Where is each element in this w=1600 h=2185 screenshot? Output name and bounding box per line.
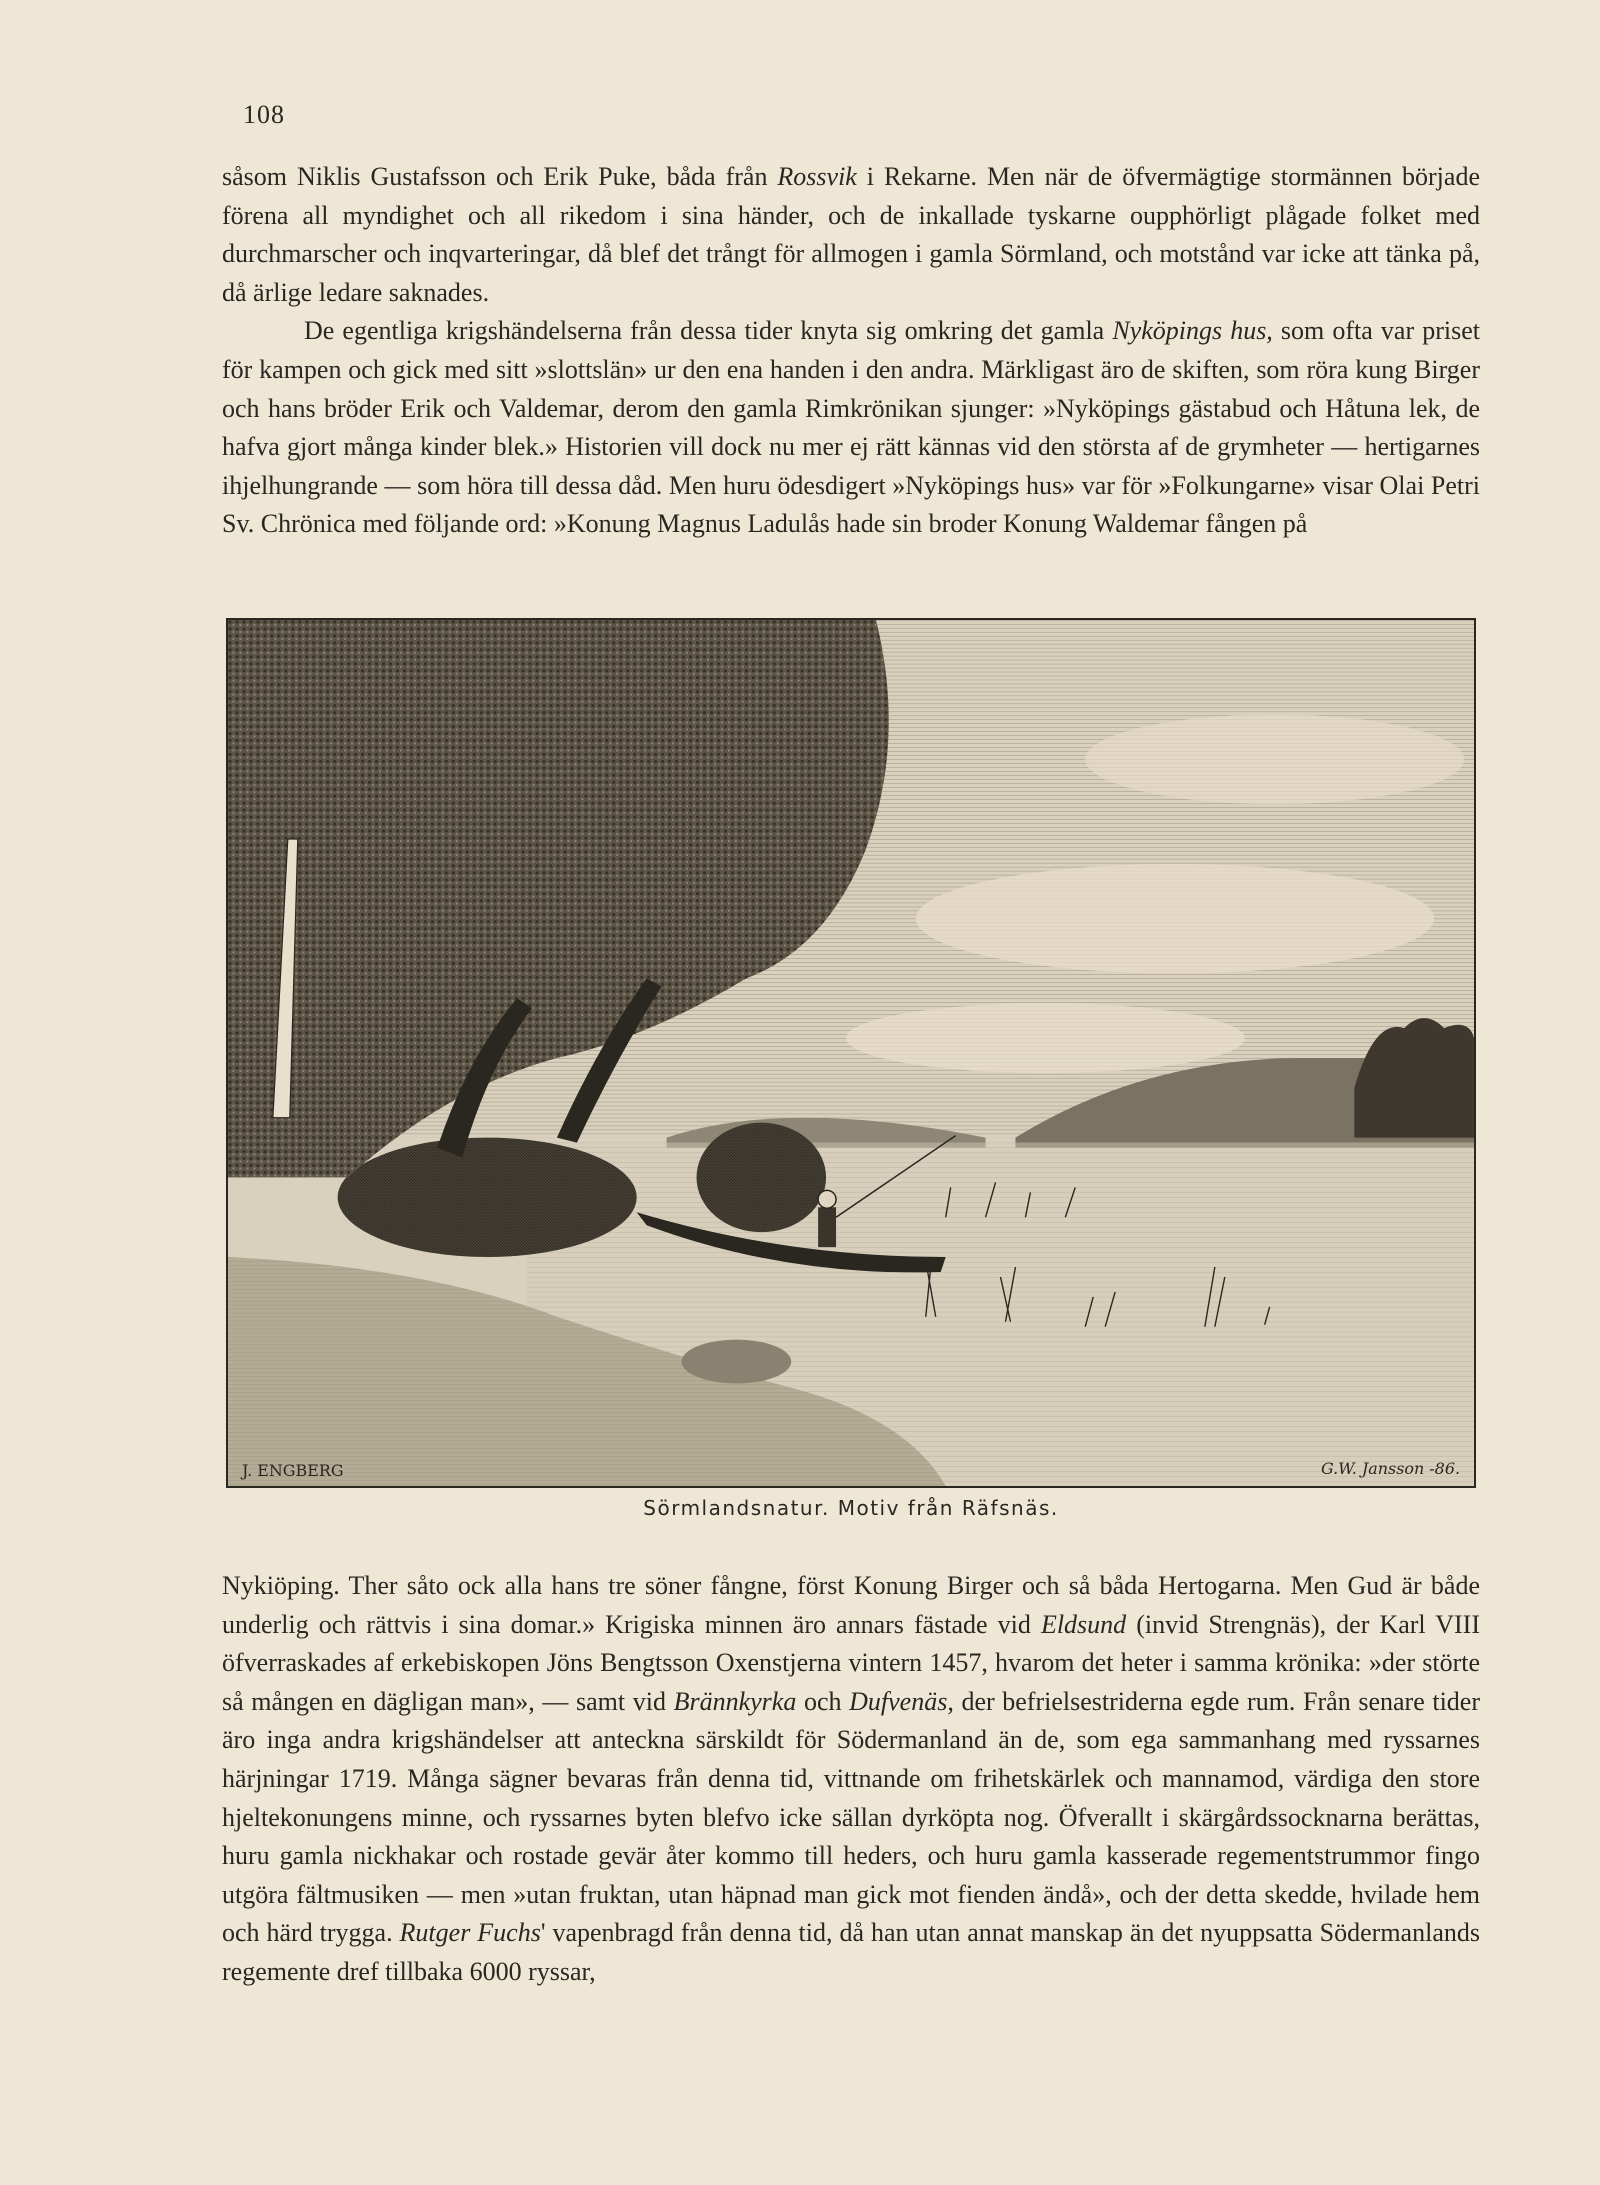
engraver-signature-left: J. ENGBERG bbox=[241, 1461, 344, 1481]
shore-stone bbox=[682, 1340, 792, 1384]
text-segment: Nykiöping. Ther såto ock alla hans tre söner fångne, först Konung Birger och så båda Hertogarna. Men Gud är både underlig och rättvis i sina domar.» Krigiska minnen äro annars fästade vid bbox=[222, 1571, 1480, 1639]
paragraph bbox=[222, 312, 1480, 544]
text-segment: och bbox=[796, 1686, 850, 1716]
italic-text-segment: Rossvik bbox=[777, 162, 857, 191]
italic-text-segment: Eldsund bbox=[1040, 1609, 1127, 1639]
text-segment: som ofta var priset för kampen och gick med sitt »slottslän» ur den ena handen i den andra. Märkligast äro de skiften, som röra kung Birger och hans bröder Erik och Valdemar, derom den gamla Rimkrönikan sjunger: »Nyköpings gästabud och Håtuna lek, de hafva gjort många kinder blek.» Historien vill dock nu mer ej rätt kännas vid den största af de grymheter — hertigarnes ihjelhungrande — som höra till dessa dåd. Men huru ödesdigert »Nyköpings hus» var för »Folkungarne» visar Olai Petri Sv. Chrönica med följande ord: »Konung Magnus Ladulås hade sin broder Konung Waldemar fången på bbox=[222, 316, 1480, 539]
italic-text-segment: Rutger Fuchs bbox=[399, 1918, 541, 1948]
boulder bbox=[696, 1123, 826, 1232]
text-segment: ' vapenbragd från denna tid, då han utan annat manskap än det nyuppsatta Södermanlands regemente dref tillbaka 6000 ryssar, bbox=[222, 1918, 1480, 1986]
paragraph bbox=[222, 158, 1480, 312]
paragraph bbox=[222, 1567, 1480, 1992]
text-segment: såsom Niklis Gustafsson och Erik Puke, båda från bbox=[222, 162, 778, 191]
text-segment: der befrielsestriderna egde rum. Från senare tider äro inga andra krigshändelser att anteckna särskildt för Södermanland än de, som ega sammanhang med ryssarnes härjningar 1719. Många sägner bevaras från denna tid, vittnande om frihetskärlek och mannamod, värdiga den store hjeltekonungens minne, och ryssarnes byten blefvo icke sällan dyrköpta nog. Öfverallt i skärgårdssocknarna berättas, huru gamla nickhakar och rostade gevär åter kommo till heders, och huru gamla kasserade regementstrummor fingo utgöra fältmusiken — men »utan fruktan, utan häpnad man gick mot fienden ändå», och der detta skedde, hvilade hem och härd trygga. bbox=[222, 1686, 1480, 1948]
text-segment: De egentliga krigshändelserna från dessa tider knyta sig omkring det gamla bbox=[304, 316, 1113, 346]
text-segment: i Rekarne. Men när de öfvermägtige stormännen började förena all myndighet och all rikedom i sina händer, och de inkallade tyskarne oupphörligt plågade folket med durchmarscher och inqvarteringar, då blef det trångt för allmogen i gamla Sörmland, och motstånd var icke att tänka på, då ärlige ledare saknades. bbox=[222, 162, 1480, 307]
italic-text-segment: Brännkyrka bbox=[673, 1686, 797, 1716]
text-segment: (invid Strengnäs), der Karl VIII öfverraskades af erkebiskopen Jöns Bengtsson Oxenstjerna vintern 1457, hvarom det heter i samma krönika: »der störte så mången en dägligan man», — samt vid bbox=[222, 1609, 1480, 1716]
page-number: 108 bbox=[243, 100, 285, 129]
body-text-bottom bbox=[222, 1567, 1480, 1992]
lake-landscape-engraving bbox=[228, 620, 1474, 1486]
engraver-signature-right: G.W. Jansson -86. bbox=[1320, 1459, 1461, 1479]
shore-rock bbox=[338, 1138, 637, 1257]
italic-text-segment: Nyköpings hus, bbox=[1112, 316, 1273, 346]
italic-text-segment: Dufvenäs, bbox=[849, 1686, 954, 1716]
figure-caption: Sörmlandsnatur. Motiv från Räfsnäs. bbox=[643, 1496, 1059, 1520]
engraving-illustration bbox=[226, 618, 1476, 1488]
fisherman bbox=[818, 1207, 836, 1247]
body-text-top bbox=[222, 158, 1480, 544]
